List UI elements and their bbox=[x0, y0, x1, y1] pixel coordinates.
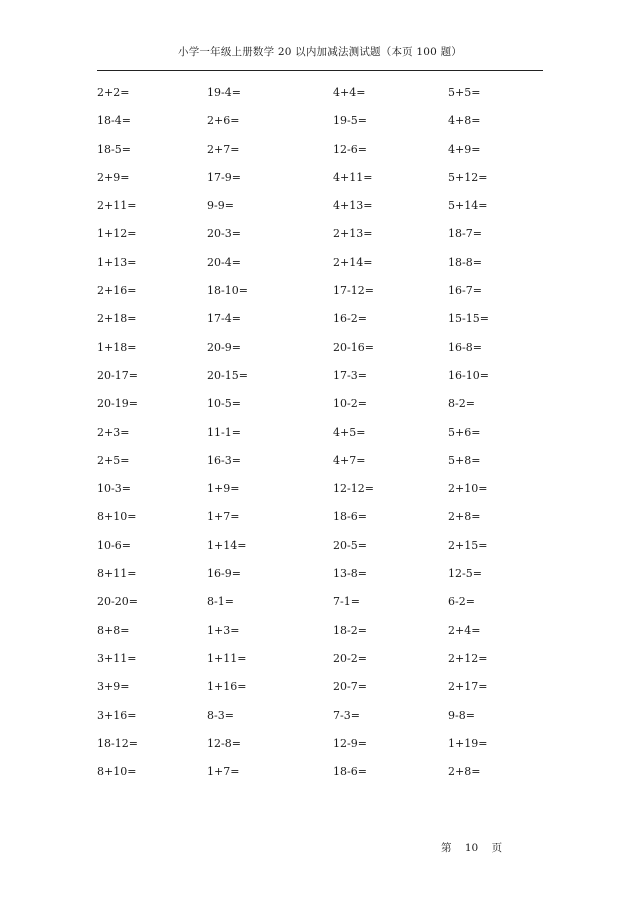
math-problem: 4+11= bbox=[333, 170, 373, 184]
math-problem: 16-7= bbox=[448, 284, 482, 298]
math-problem: 2+15= bbox=[448, 538, 488, 552]
math-problem: 18-4= bbox=[97, 114, 131, 128]
math-problem: 20-17= bbox=[97, 368, 138, 382]
math-problem: 19-5= bbox=[333, 114, 367, 128]
problem-row bbox=[0, 143, 640, 171]
math-problem: 10-3= bbox=[97, 482, 131, 496]
problem-row bbox=[0, 454, 640, 482]
math-problem: 18-8= bbox=[448, 255, 482, 269]
math-problem: 20-9= bbox=[207, 340, 241, 354]
math-problem: 11-1= bbox=[207, 425, 241, 439]
math-problem: 18-12= bbox=[97, 736, 138, 750]
math-problem: 6-2= bbox=[448, 595, 475, 609]
problem-row bbox=[0, 227, 640, 255]
problem-row bbox=[0, 765, 640, 793]
math-problem: 2+12= bbox=[448, 651, 488, 665]
problem-row bbox=[0, 369, 640, 397]
math-problem: 2+14= bbox=[333, 255, 373, 269]
math-problem: 20-5= bbox=[333, 538, 367, 552]
math-problem: 17-4= bbox=[207, 312, 241, 326]
math-problem: 18-6= bbox=[333, 510, 367, 524]
math-problem: 5+5= bbox=[448, 86, 481, 99]
problem-row bbox=[0, 284, 640, 312]
math-problem: 4+9= bbox=[448, 142, 481, 156]
math-problem: 12-5= bbox=[448, 567, 482, 581]
math-problem: 2+6= bbox=[207, 114, 240, 128]
math-problem: 7-3= bbox=[333, 708, 360, 722]
math-problem: 18-6= bbox=[333, 765, 367, 779]
page-footer bbox=[441, 840, 502, 855]
math-problem: 19-4= bbox=[207, 86, 241, 99]
problem-row bbox=[0, 341, 640, 369]
header-divider bbox=[97, 70, 543, 71]
math-problem: 10-6= bbox=[97, 538, 131, 552]
math-problem: 8+11= bbox=[97, 567, 137, 581]
math-problem: 16-8= bbox=[448, 340, 482, 354]
math-problem: 15-15= bbox=[448, 312, 489, 326]
problem-row bbox=[0, 652, 640, 680]
math-problem: 8+10= bbox=[97, 765, 137, 779]
math-problem: 20-4= bbox=[207, 255, 241, 269]
math-problem: 1+7= bbox=[207, 510, 240, 524]
problem-row bbox=[0, 312, 640, 340]
math-problem: 1+7= bbox=[207, 765, 240, 779]
problem-row bbox=[0, 680, 640, 708]
problem-row bbox=[0, 567, 640, 595]
problem-row bbox=[0, 624, 640, 652]
math-problem: 2+3= bbox=[97, 425, 130, 439]
math-problem: 1+12= bbox=[97, 227, 137, 241]
math-problem: 16-2= bbox=[333, 312, 367, 326]
math-problem: 18-5= bbox=[97, 142, 131, 156]
math-problem: 1+3= bbox=[207, 623, 240, 637]
math-problem: 9-8= bbox=[448, 708, 475, 722]
math-problem: 17-9= bbox=[207, 170, 241, 184]
math-problem: 4+8= bbox=[448, 114, 481, 128]
math-problem: 8-1= bbox=[207, 595, 234, 609]
math-problem: 1+14= bbox=[207, 538, 247, 552]
math-problem: 2+9= bbox=[97, 170, 130, 184]
math-problem: 5+8= bbox=[448, 453, 481, 467]
math-problem: 2+10= bbox=[448, 482, 488, 496]
problem-grid bbox=[0, 86, 640, 793]
math-problem: 8-2= bbox=[448, 397, 475, 411]
math-problem: 16-3= bbox=[207, 453, 241, 467]
math-problem: 3+16= bbox=[97, 708, 137, 722]
problem-row bbox=[0, 510, 640, 538]
page-number: 10 bbox=[464, 842, 479, 854]
math-problem: 2+5= bbox=[97, 453, 130, 467]
math-problem: 16-10= bbox=[448, 368, 489, 382]
math-problem: 4+5= bbox=[333, 425, 366, 439]
math-problem: 12-8= bbox=[207, 736, 241, 750]
math-problem: 2+11= bbox=[97, 199, 137, 213]
math-problem: 17-12= bbox=[333, 284, 374, 298]
math-problem: 8+10= bbox=[97, 510, 137, 524]
problem-row bbox=[0, 539, 640, 567]
math-problem: 18-10= bbox=[207, 284, 248, 298]
math-problem: 20-2= bbox=[333, 651, 367, 665]
math-problem: 20-3= bbox=[207, 227, 241, 241]
math-problem: 17-3= bbox=[333, 368, 367, 382]
math-problem: 1+11= bbox=[207, 651, 247, 665]
problem-row bbox=[0, 737, 640, 765]
problem-row bbox=[0, 86, 640, 114]
math-problem: 5+6= bbox=[448, 425, 481, 439]
footer-suffix: 页 bbox=[491, 842, 503, 854]
math-problem: 1+19= bbox=[448, 736, 488, 750]
math-problem: 4+4= bbox=[333, 86, 366, 99]
math-problem: 2+18= bbox=[97, 312, 137, 326]
math-problem: 18-2= bbox=[333, 623, 367, 637]
math-problem: 13-8= bbox=[333, 567, 367, 581]
math-problem: 20-15= bbox=[207, 368, 248, 382]
math-problem: 12-9= bbox=[333, 736, 367, 750]
problem-row bbox=[0, 709, 640, 737]
math-problem: 2+13= bbox=[333, 227, 373, 241]
math-problem: 8-3= bbox=[207, 708, 234, 722]
math-problem: 20-19= bbox=[97, 397, 138, 411]
problem-row bbox=[0, 114, 640, 142]
math-problem: 12-12= bbox=[333, 482, 374, 496]
math-problem: 5+12= bbox=[448, 170, 488, 184]
math-problem: 1+16= bbox=[207, 680, 247, 694]
math-problem: 3+9= bbox=[97, 680, 130, 694]
math-problem: 10-2= bbox=[333, 397, 367, 411]
footer-prefix: 第 bbox=[441, 842, 452, 854]
math-problem: 3+11= bbox=[97, 651, 137, 665]
math-problem: 16-9= bbox=[207, 567, 241, 581]
problem-row bbox=[0, 482, 640, 510]
math-problem: 12-6= bbox=[333, 142, 367, 156]
math-problem: 4+7= bbox=[333, 453, 366, 467]
math-problem: 1+18= bbox=[97, 340, 137, 354]
problem-row bbox=[0, 199, 640, 227]
math-problem: 2+8= bbox=[448, 765, 481, 779]
math-problem: 2+17= bbox=[448, 680, 488, 694]
page-title: 小学一年级上册数学 20 以内加减法测试题（本页 100 题） bbox=[178, 46, 462, 58]
math-problem: 5+14= bbox=[448, 199, 488, 213]
math-problem: 2+8= bbox=[448, 510, 481, 524]
math-problem: 2+2= bbox=[97, 86, 130, 99]
math-problem: 2+7= bbox=[207, 142, 240, 156]
math-problem: 20-7= bbox=[333, 680, 367, 694]
math-problem: 7-1= bbox=[333, 595, 360, 609]
math-problem: 1+9= bbox=[207, 482, 240, 496]
math-problem: 1+13= bbox=[97, 255, 137, 269]
problem-row bbox=[0, 256, 640, 284]
problem-row bbox=[0, 595, 640, 623]
problem-row bbox=[0, 426, 640, 454]
math-problem: 9-9= bbox=[207, 199, 234, 213]
math-problem: 4+13= bbox=[333, 199, 373, 213]
math-problem: 18-7= bbox=[448, 227, 482, 241]
problem-row bbox=[0, 397, 640, 425]
math-problem: 20-16= bbox=[333, 340, 374, 354]
math-problem: 2+4= bbox=[448, 623, 481, 637]
math-problem: 8+8= bbox=[97, 623, 130, 637]
math-problem: 20-20= bbox=[97, 595, 138, 609]
math-problem: 10-5= bbox=[207, 397, 241, 411]
problem-row bbox=[0, 171, 640, 199]
math-problem: 2+16= bbox=[97, 284, 137, 298]
